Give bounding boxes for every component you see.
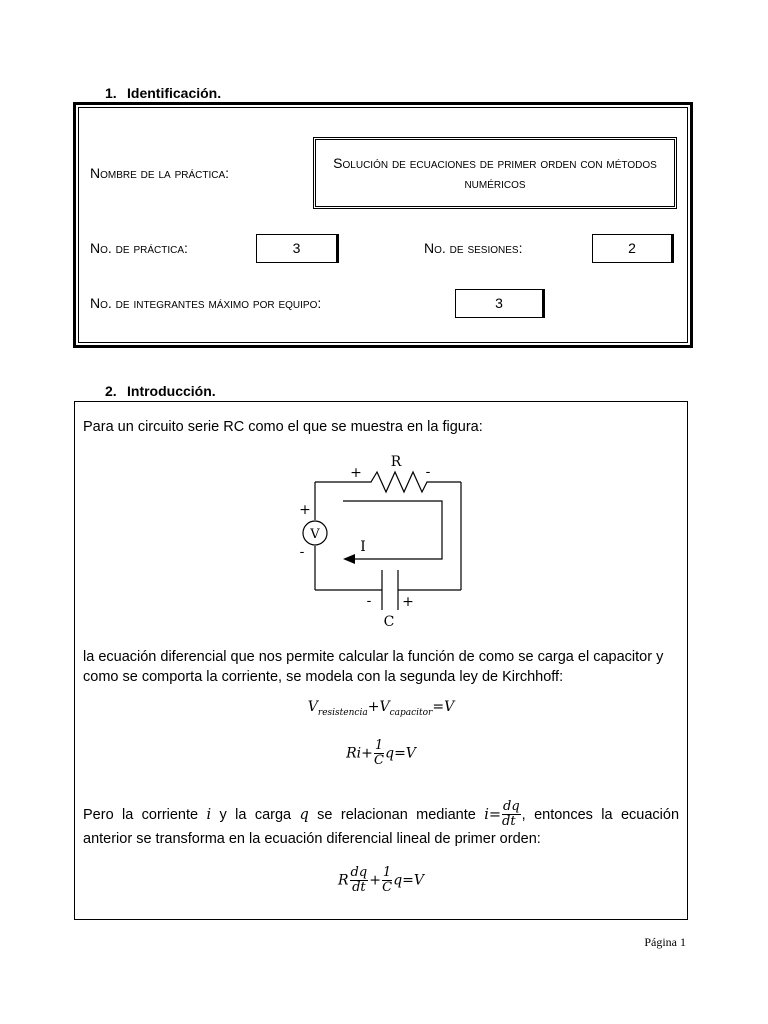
eq3-plus: +: [369, 872, 381, 889]
capacitor-plus-sign: +: [402, 594, 414, 610]
eq2-left: Ri+: [346, 745, 373, 762]
section-2-heading: [105, 383, 216, 399]
equation-first-order: [75, 866, 687, 895]
rel-denominator: dt: [502, 814, 516, 829]
sessions-value: 2: [628, 240, 636, 256]
p3-text-d: , entonces la ecuación: [521, 807, 680, 823]
introduction-box: [74, 401, 688, 920]
equation-kirchhoff: [75, 739, 687, 768]
eq1-v2: V: [379, 699, 390, 715]
rel-fraction: [502, 800, 521, 829]
eq3-numerator-2: 1: [382, 865, 392, 880]
current-loop-line: [343, 501, 442, 559]
identification-box: [73, 102, 693, 348]
eq1-v1: V: [307, 699, 318, 715]
page-number: Página 1: [644, 935, 686, 949]
resistor-minus-sign: -: [425, 464, 431, 480]
capacitor-label: C: [383, 614, 395, 630]
resistor-plus-sign: +: [350, 465, 362, 481]
current-label: I: [360, 539, 366, 555]
p3-var-q: q: [299, 807, 309, 823]
eq3-R: R: [337, 872, 349, 889]
source-minus-sign: -: [299, 544, 305, 560]
rc-circuit-diagram: [75, 402, 687, 642]
eq3-fraction-2: [382, 866, 392, 895]
current-arrow-icon: [343, 554, 355, 564]
p3-text-c: se relacionan mediante: [317, 807, 476, 823]
eq2-right: q=V: [385, 745, 416, 762]
eq1-rhs: =V: [432, 699, 455, 715]
eq3-denominator-2: C: [382, 880, 393, 895]
eq3-numerator-1: dq: [350, 865, 368, 880]
sessions-label: No. de sesiones:: [424, 240, 523, 256]
p3-var-i: i: [206, 807, 212, 823]
eq2-numerator: 1: [374, 738, 384, 753]
section-1-heading: [105, 85, 221, 101]
eq3-fraction-1: [350, 866, 369, 895]
practice-number-label: No. de práctica:: [90, 240, 188, 256]
eq2-denominator: C: [373, 753, 384, 768]
eq1-sub-resistencia: resistencia: [317, 707, 368, 718]
p3-text-e: anterior se transforma en la ecuación diferencial lineal de primer orden:: [83, 831, 541, 847]
rel-numerator: dq: [503, 799, 520, 814]
eq2-fraction: [374, 739, 384, 768]
source-label: V: [310, 527, 320, 542]
section-2-title: Introducción.: [127, 383, 216, 399]
intro-paragraph-3: [83, 800, 679, 829]
equation-voltage-sum: [75, 699, 687, 718]
section-1-title: Identificación.: [127, 85, 222, 101]
practice-number-value: 3: [292, 240, 301, 256]
members-label: No. de integrantes máximo por equipo:: [90, 295, 322, 311]
p3-text-b: y la carga: [219, 807, 292, 823]
practice-name-value: Solución de ecuaciones de primer orden con métodos numéricos: [333, 155, 657, 191]
sessions-box: [592, 234, 672, 263]
resistor-label: R: [390, 454, 402, 470]
p3-text-a: Pero la corriente: [83, 807, 199, 823]
members-value: 3: [495, 295, 503, 311]
practice-name-label: Nombre de la práctica:: [90, 165, 230, 181]
relation-i-dq-dt: [484, 799, 521, 829]
eq1-sub-capacitor: capacitor: [389, 707, 433, 718]
eq3-right: q=V: [393, 872, 425, 889]
members-box: [455, 289, 543, 318]
section-1-number: 1.: [105, 85, 117, 101]
practice-name-box: [313, 137, 677, 209]
intro-paragraph-2: la ecuación diferencial que nos permite calcular la función de como se carga el capacitor y como se comporta la corriente, se modela con la segunda ley de Kirchhoff:: [83, 649, 664, 685]
intro-paragraph-1: Para un circuito serie RC como el que se muestra en la figura:: [83, 419, 483, 435]
section-2-number: 2.: [105, 383, 117, 399]
eq1-plus: +: [367, 699, 380, 715]
capacitor-minus-sign: -: [366, 593, 372, 609]
eq3-denominator-1: dt: [352, 880, 366, 895]
rel-lhs: i=: [484, 807, 501, 823]
practice-number-box: [256, 234, 337, 263]
source-plus-sign: +: [299, 502, 311, 518]
